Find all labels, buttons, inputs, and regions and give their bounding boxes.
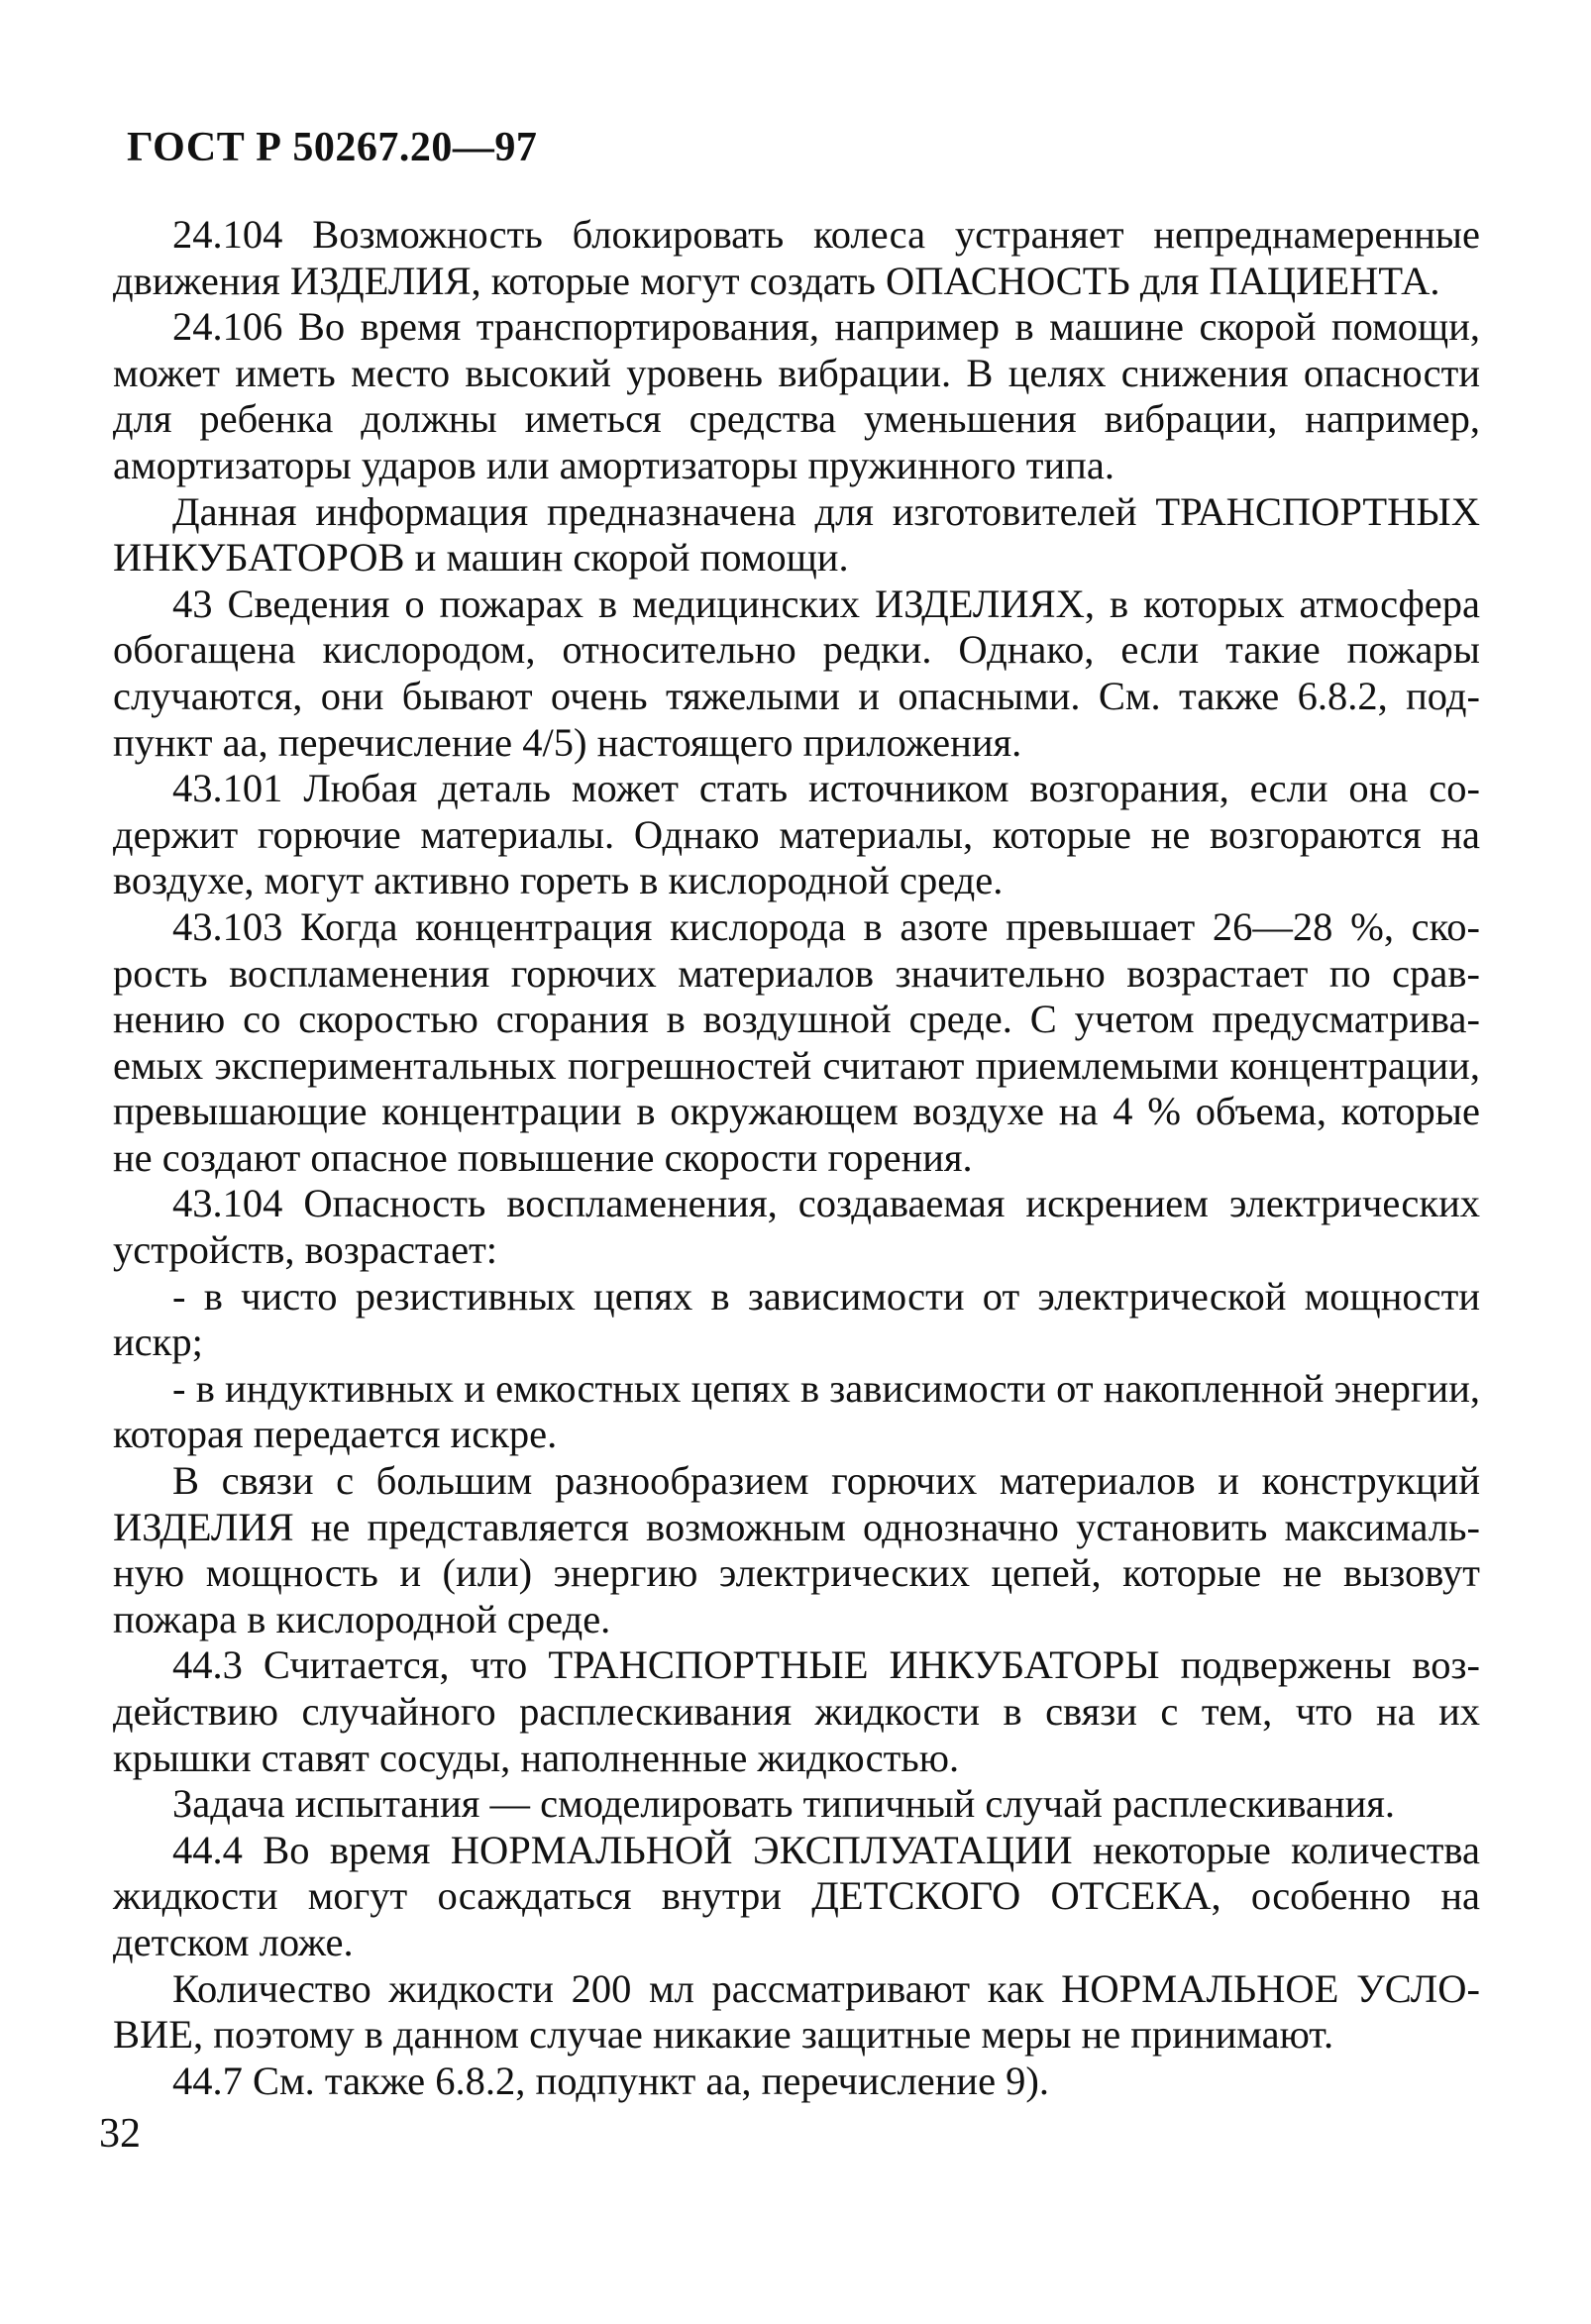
paragraph-variety: В связи с большим разнообразием горючих материалов и конструкций ИЗДЕЛИЯ не представляется возможным однозначно установить максимальную мощность и (или) энергию электрических цепей, которые не вызовут пожара в кислородной среде. [113, 1458, 1480, 1641]
paragraph-44-3: 44.3 Считается, что ТРАНСПОРТНЫЕ ИНКУБАТОРЫ подвержены воздействию случайного расплескивания жидкости в связи с тем, что на их крышки ставят сосуды, наполненные жидкостью. [113, 1642, 1480, 1780]
paragraph-43-104: 43.104 Опасность воспламенения, создаваемая искрением электрических устройств, возрастает: [113, 1181, 1480, 1273]
paragraph-43: 43 Сведения о пожарах в медицинских ИЗДЕЛИЯХ, в которых атмосфера обогащена кислородом, относительно редки. Однако, если такие пожары случаются, они бывают очень тяжелыми и опасными. См. также 6.8.2, подпункт аа, перечисление 4/5) настоящего приложения. [113, 581, 1480, 765]
page-number: 32 [99, 2111, 141, 2157]
paragraph-info-manufacturers: Данная информация предназначена для изготовителей ТРАНСПОРТНЫХ ИНКУБАТОРОВ и машин скорой помощи. [113, 488, 1480, 581]
document-body [113, 212, 1480, 2104]
paragraph-24-104: 24.104 Возможность блокировать колеса устраняет непреднамеренные движения ИЗДЕЛИЯ, которые могут создать ОПАСНОСТЬ для ПАЦИЕНТА. [113, 212, 1480, 303]
paragraph-liquid-amount: Количество жидкости 200 мл рассматривают как НОРМАЛЬНОЕ УСЛОВИЕ, поэтому в данном случае никакие защитные меры не принимают. [113, 1965, 1480, 2058]
paragraph-test-task: Задача испытания — смоделировать типичный случай расплескивания. [172, 1781, 1396, 1827]
paragraph-43-103: 43.103 Когда концентрация кислорода в азоте превышает 26—28 %, скорость воспламенения горючих материалов значительно возрастает по сравнению со скоростью сгорания в воздушной среде. С учетом предусматриваемых экспериментальных погрешностей считают приемлемыми концентрации, превышающие концентрации в окружающем воздухе на 4 % объема, которые не создают опасное повышение скорости горения. [113, 903, 1480, 1180]
paragraph-44-4: 44.4 Во время НОРМАЛЬНОЙ ЭКСПЛУАТАЦИИ некоторые количества жидкости могут осаждаться внутри ДЕТСКОГО ОТСЕКА, особенно на детском ложе. [113, 1827, 1480, 1964]
list-item-resistive: - в чисто резистивных цепях в зависимости от электрической мощности искр; [113, 1273, 1480, 1365]
paragraph-44-7: 44.7 См. также 6.8.2, подпункт аа, перечисление 9). [172, 2058, 1050, 2103]
document-header: ГОСТ Р 50267.20—97 [127, 125, 538, 170]
paragraph-24-106: 24.106 Во время транспортирования, например в машине скорой помощи, может иметь место высокий уровень вибрации. В целях снижения опасности для ребенка должны иметься средства уменьшения вибрации, например, амортизаторы ударов или амортизаторы пружинного типа. [113, 304, 1480, 487]
list-item-inductive: - в индуктивных и емкостных цепях в зависимости от накопленной энергии, которая передается искре. [113, 1365, 1480, 1457]
paragraph-43-101: 43.101 Любая деталь может стать источником возгорания, если она содержит горючие материалы. Однако материалы, которые не возгораются на воздухе, могут активно гореть в кислородной среде. [113, 766, 1480, 903]
